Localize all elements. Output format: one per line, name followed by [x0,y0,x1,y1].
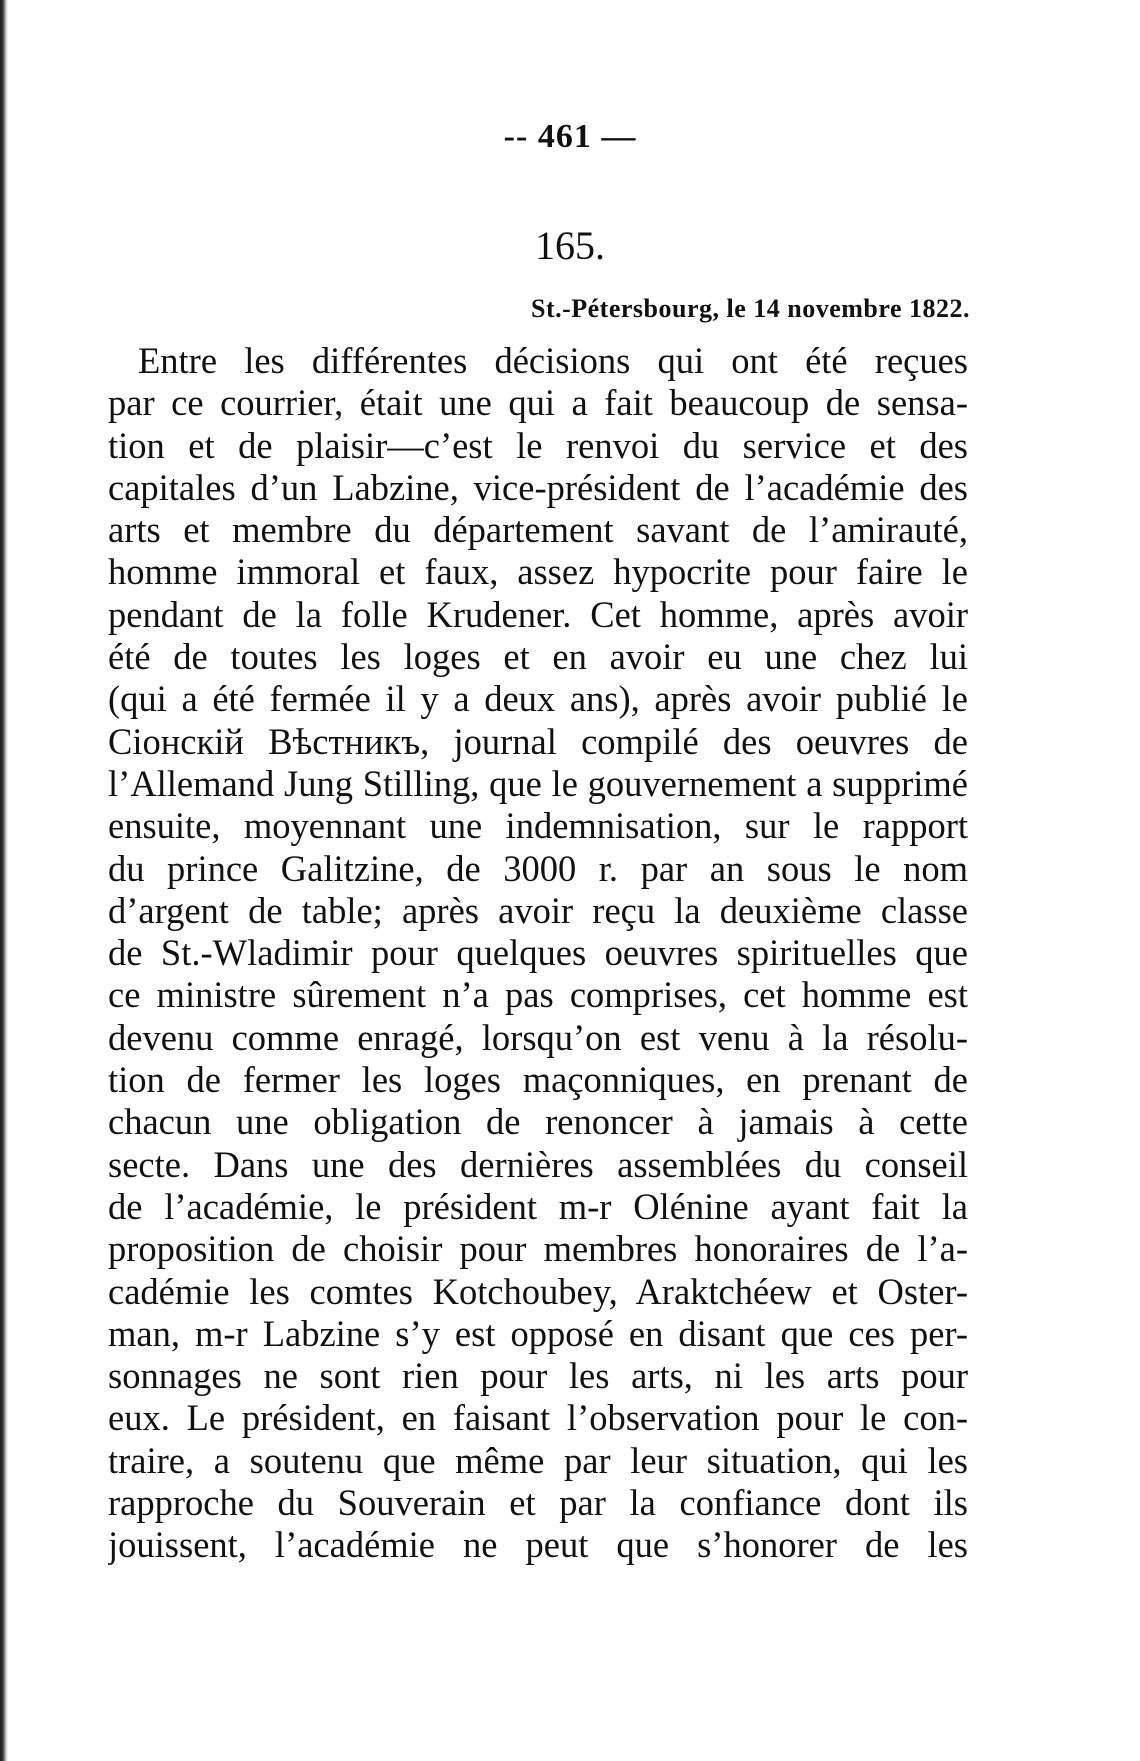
text-line: tion de fermer les loges maçonniques, en prenant de [108,1059,968,1101]
text-line: par ce courrier, était une qui a fait beaucoup de sensa- [108,382,968,424]
text-line: traire, a soutenu que même par leur situation, qui les [108,1439,968,1481]
text-line: d’argent de table; après avoir reçu la deuxième classe [108,889,968,931]
text-line: secte. Dans une des dernières assemblées du conseil [108,1143,968,1185]
page-number: -- 461 — [503,118,637,155]
text-line: cadémie les comtes Kotchoubey, Araktchéew et Oster- [108,1270,968,1312]
text-line: ensuite, moyennant une indemnisation, sur le rapport [108,805,968,847]
dateline: St.-Pétersbourg, le 14 novembre 1822. [530,294,970,323]
text-line: arts et membre du département savant de l’amirauté, [108,509,968,551]
text-line: Сіонскій Вѣстникъ, journal compilé des oeuvres de [108,720,968,762]
text-line: été de toutes les loges et en avoir eu une chez lui [108,636,968,678]
text-line: homme immoral et faux, assez hypocrite pour faire le [108,551,968,593]
text-line: proposition de choisir pour membres honoraires de l’a- [108,1228,968,1270]
text-line: Entre les différentes décisions qui ont été reçues [138,340,968,381]
text-line: (qui a été fermée il y a deux ans), après avoir publié le [108,678,968,720]
text-line: capitales d’un Labzine, vice-président de l’académie des [108,466,968,508]
letter-number: 165. [535,223,605,268]
text-line: ce ministre sûrement n’a pas comprises, cet homme est [108,974,968,1016]
text-line: de St.-Wladimir pour quelques oeuvres spirituelles que [108,932,968,974]
text-line: l’Allemand Jung Stilling, que le gouvernement a supprimé [108,762,968,804]
text-line: rapproche du Souverain et par la confiance dont ils [108,1482,968,1524]
text-line: man, m-r Labzine s’y est opposé en disant que ces per- [108,1312,968,1354]
text-line: eux. Le président, en faisant l’observation pour le con- [108,1397,968,1439]
text-line: jouissent, l’académie ne peut que s’honorer de les [108,1524,968,1566]
body-text [108,340,968,1567]
text-line: tion et de plaisir—c’est le renvoi du service et des [108,424,968,466]
text-line: sonnages ne sont rien pour les arts, ni les arts pour [108,1355,968,1397]
text-line: du prince Galitzine, de 3000 r. par an sous le nom [108,847,968,889]
text-line: de l’académie, le président m-r Olénine ayant fait la [108,1185,968,1227]
text-line: pendant de la folle Krudener. Cet homme, après avoir [108,593,968,635]
text-line: chacun une obligation de renoncer à jamais à cette [108,1101,968,1143]
text-line: devenu comme enragé, lorsqu’on est venu à la résolu- [108,1016,968,1058]
